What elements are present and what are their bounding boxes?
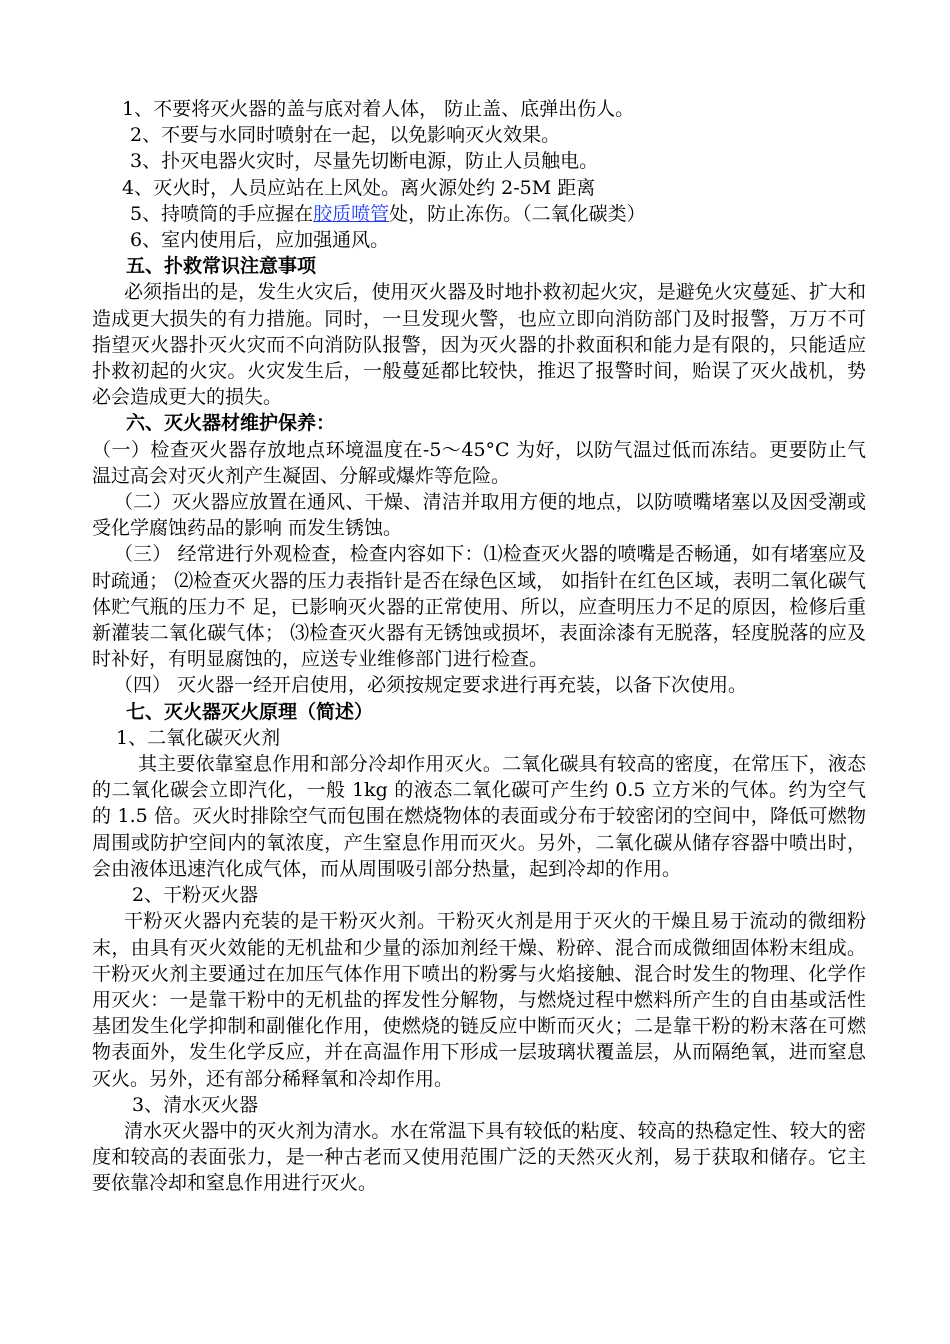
subsection-3-title: 3、清水灭火器 bbox=[132, 1093, 259, 1116]
section-6-paragraph-1: （一）检查灭火器存放地点环境温度在-5～45°C 为好，以防气温过低而冻结。更要防止气温过高会对灭火剂产生凝固、分解或爆炸等危险。 bbox=[92, 438, 866, 487]
section-6-heading: 六、灭火器材维护保养： bbox=[126, 412, 336, 435]
section-5-body: 必须指出的是，发生火灾后，使用灭火器及时地扑救初起火灾，是避免火灾蔓延、扩大和造成更大损失的有力措施。同时，一旦发现火警，也应立即向消防部门及时报警，万万不可指望灭火器扑灭火灾而不向消防队报警，因为灭火器的扑救面积和能力是有限的，只能适应扑救初起的火灾。火灾发生后，一般蔓延都比较快，推迟了报警时间，贻误了灭火战机，势必会造成更大的损失。 bbox=[92, 281, 866, 409]
item-3: 3、扑灭电器火灾时，尽量先切断电源，防止人员触电。 bbox=[130, 150, 599, 173]
document-body bbox=[92, 96, 866, 1197]
item-5-text-start: 5、持喷筒的手应握在 bbox=[130, 202, 314, 225]
item-5 bbox=[92, 201, 866, 227]
item-4: 4、灭火时，人员应站在上风处。离火源处约 2-5M 距离 bbox=[122, 176, 596, 199]
subsection-3-body: 清水灭火器中的灭火剂为清水。水在常温下具有较低的粘度、较高的热稳定性、较大的密度和较高的表面张力，是一种古老而又使用范围广泛的天然灭火剂，易于获取和储存。它主要依靠冷却和窒息作用进行灭火。 bbox=[92, 1119, 866, 1195]
section-7-heading: 七、灭火器灭火原理（简述） bbox=[126, 700, 374, 723]
section-6-paragraph-2: （二）灭火器应放置在通风、干燥、清洁并取用方便的地点，以防喷嘴堵塞以及因受潮或受化学腐蚀药品的影响 而发生锈蚀。 bbox=[92, 491, 866, 540]
item-6: 6、室内使用后，应加强通风。 bbox=[130, 229, 390, 252]
item-5-text-end: 处，防止冻伤。（二氧化碳类） bbox=[389, 202, 646, 225]
subsection-1-body: 其主要依靠窒息作用和部分冷却作用灭火。二氧化碳具有较高的密度，在常压下，液态的二氧化碳会立即汽化，一般 1kg 的液态二氧化碳可产生约 0.5 立方米的气体。约为空气的 1.5 倍。灭火时排除空气而包围在燃烧物体的表面或分布于较密闭的空间中，降低可燃物周围或防护空间内的氧浓度，产生窒息作用而灭火。另外，二氧化碳从储存容器中喷出时，会由液体迅速汽化成气体，而从周围吸引部分热量，起到冷却的作用。 bbox=[92, 753, 866, 880]
subsection-2-title: 2、干粉灭火器 bbox=[132, 884, 259, 907]
subsection-1-title: 1、二氧化碳灭火剂 bbox=[116, 726, 281, 749]
hose-link[interactable]: 胶质喷管 bbox=[313, 202, 390, 225]
subsection-2-body: 干粉灭火器内充装的是干粉灭火剂。干粉灭火剂是用于灭火的干燥且易于流动的微细粉末，由具有灭火效能的无机盐和少量的添加剂经干燥、粉碎、混合而成微细固体粉末组成。干粉灭火剂主要通过在加压气体作用下喷出的粉雾与火焰接触、混合时发生的物理、化学作用灭火：一是靠干粉中的无机盐的挥发性分解物，与燃烧过程中燃料所产生的自由基或活性基团发生化学抑制和副催化作用，使燃烧的链反应中断而灭火；二是靠干粉的粉末落在可燃物表面外，发生化学反应，并在高温作用下形成一层玻璃状覆盖层，从而隔绝氧，进而窒息灭火。另外，还有部分稀释氧和冷却作用。 bbox=[92, 910, 866, 1090]
section-6-paragraph-4: （四） 灭火器一经开启使用，必须按规定要求进行再充装，以备下次使用。 bbox=[114, 674, 748, 697]
item-1: 1、不要将灭火器的盖与底对着人体， 防止盖、底弹出伤人。 bbox=[122, 98, 635, 120]
section-6-paragraph-3: （三） 经常进行外观检查，检查内容如下：⑴检查灭火器的喷嘴是否畅通，如有堵塞应及时疏通； ⑵检查灭火器的压力表指针是否在绿色区域， 如指针在红色区域，表明二氧化碳气体贮气瓶的压力不 足，已影响灭火器的正常使用、所以，应查明压力不足的原因，检修后重新灌装二氧化碳气体； ⑶检查灭火器有无锈蚀或损坏，表面涂漆有无脱落，轻度脱落的应及时补好，有明显腐蚀的，应送专业维修部门进行检查。 bbox=[92, 543, 866, 671]
section-5-heading: 五、扑救常识注意事项 bbox=[126, 255, 317, 278]
item-2: 2、不要与水同时喷射在一起，以免影响灭火效果。 bbox=[130, 124, 561, 147]
